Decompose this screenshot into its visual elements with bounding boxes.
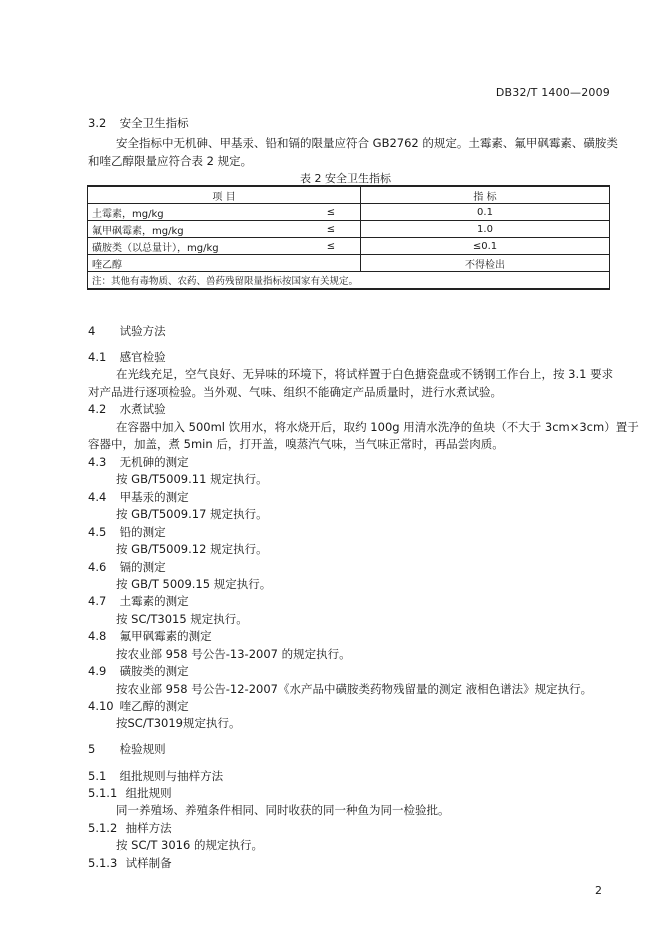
section-4-2-line1: 在容器中加入 500ml 饮用水，将水烧开后，取约 100g 用清水洗净的鱼块（不大于 3cm×3cm）置于 <box>116 420 639 434</box>
section-number: 4.5 <box>88 525 107 539</box>
row-item: 氟甲砜霉素，mg/kg <box>88 221 303 238</box>
section-number: 3.2 <box>88 116 107 130</box>
section-4-7-text: 按 SC/T3015 规定执行。 <box>116 612 248 626</box>
section-4-10-heading <box>88 698 189 714</box>
header-item: 项 目 <box>88 186 361 204</box>
section-4-8-text: 按农业部 958 号公告-13-2007 的规定执行。 <box>116 647 351 661</box>
section-title: 喹乙醇的测定 <box>119 699 189 713</box>
table-row <box>88 238 610 255</box>
section-title: 检验规则 <box>119 742 166 756</box>
section-4-1-line1: 在光线充足，空气良好、无异味的环境下，将试样置于白色搪瓷盘或不锈钢工作台上，按 3.1 要求 <box>116 367 614 381</box>
section-4-1-line2: 对产品进行逐项检验。当外观、气味、组织不能确定产品质量时，进行水煮试验。 <box>88 385 502 399</box>
section-title: 组批规则与抽样方法 <box>119 769 224 783</box>
section-title: 水煮试验 <box>119 402 166 416</box>
section-3-2-para-line1: 安全指标中无机砷、甲基汞、铅和镉的限量应符合 GB2762 的规定。土霉素、氟甲砜霉素、磺胺类 <box>116 136 618 150</box>
section-4-2-line2: 容器中，加盖，煮 5min 后，打开盖，嗅蒸汽气味，当气味正常时，再品尝肉质。 <box>88 437 504 451</box>
section-4-5-heading <box>88 524 166 540</box>
row-item: 喹乙醇 <box>88 255 303 272</box>
row-item: 土霉素，mg/kg <box>88 204 303 221</box>
section-number: 5.1.3 <box>88 856 118 870</box>
section-number: 4.7 <box>88 594 107 608</box>
section-title: 无机砷的测定 <box>119 455 189 469</box>
section-4-8-heading <box>88 628 212 644</box>
section-5-1-2-heading <box>88 820 172 836</box>
section-title: 安全卫生指标 <box>119 116 189 130</box>
section-5-1-3-heading <box>88 855 172 871</box>
section-4-6-heading <box>88 559 166 575</box>
section-number: 5.1 <box>88 769 107 783</box>
section-number: 4.4 <box>88 490 107 504</box>
section-4-1-heading <box>88 349 166 365</box>
row-value: ≤0.1 <box>361 238 610 255</box>
section-title: 感官检验 <box>119 350 166 364</box>
table-row <box>88 255 610 272</box>
row-value: 0.1 <box>361 204 610 221</box>
section-4-4-text: 按 GB/T5009.17 规定执行。 <box>116 507 268 521</box>
standard-number: DB32/T 1400—2009 <box>495 86 610 99</box>
section-3-2-heading <box>88 115 189 131</box>
section-title: 抽样方法 <box>125 821 172 835</box>
section-number: 5 <box>88 742 96 756</box>
table-row <box>88 204 610 221</box>
row-item: 磺胺类（以总量计），mg/kg <box>88 238 303 255</box>
section-number: 4.3 <box>88 455 107 469</box>
section-5-1-2-text: 按 SC/T 3016 的规定执行。 <box>116 838 263 852</box>
section-title: 镉的测定 <box>119 560 166 574</box>
section-5-1-heading <box>88 768 223 784</box>
section-number: 4.2 <box>88 402 107 416</box>
section-3-2-para-line2: 和喹乙醇限量应符合表 2 规定。 <box>88 154 253 168</box>
section-title: 土霉素的测定 <box>119 594 189 608</box>
section-4-5-text: 按 GB/T5009.12 规定执行。 <box>116 542 268 556</box>
section-title: 磺胺类的测定 <box>119 664 189 678</box>
safety-index-table <box>87 185 610 290</box>
row-value: 不得检出 <box>361 255 610 272</box>
section-4-3-text: 按 GB/T5009.11 规定执行。 <box>116 472 268 486</box>
section-4-7-heading <box>88 593 189 609</box>
section-number: 4.10 <box>88 699 114 713</box>
section-number: 4 <box>88 324 96 338</box>
section-title: 铅的测定 <box>119 525 166 539</box>
section-4-4-heading <box>88 489 189 505</box>
section-number: 5.1.2 <box>88 821 118 835</box>
section-number: 4.8 <box>88 629 107 643</box>
row-operator: ≤ <box>302 221 361 238</box>
section-number: 4.9 <box>88 664 107 678</box>
table-note-row <box>88 272 610 290</box>
page-number: 2 <box>595 884 602 897</box>
section-4-heading <box>88 323 166 339</box>
section-5-1-1-heading <box>88 785 172 801</box>
section-number: 5.1.1 <box>88 786 118 800</box>
section-title: 氟甲砜霉素的测定 <box>119 629 212 643</box>
section-4-9-text: 按农业部 958 号公告-12-2007《水产品中磺胺类药物残留量的测定 液相色谱法》规定执行。 <box>116 682 593 696</box>
table-header-row <box>88 186 610 204</box>
table-note: 注：其他有毒物质、农药、兽药残留限量指标按国家有关规定。 <box>88 272 610 290</box>
row-operator: ≤ <box>302 238 361 255</box>
table-caption: 表 2 安全卫生指标 <box>300 172 391 185</box>
section-title: 试验方法 <box>119 324 166 338</box>
row-operator <box>302 255 361 272</box>
section-5-heading <box>88 741 166 757</box>
section-title: 甲基汞的测定 <box>119 490 189 504</box>
table-row <box>88 221 610 238</box>
section-4-2-heading <box>88 401 166 417</box>
header-index: 指 标 <box>361 186 610 204</box>
section-4-3-heading <box>88 454 189 470</box>
section-title: 试样制备 <box>125 856 172 870</box>
section-number: 4.6 <box>88 560 107 574</box>
row-value: 1.0 <box>361 221 610 238</box>
section-title: 组批规则 <box>125 786 172 800</box>
section-number: 4.1 <box>88 350 107 364</box>
section-4-10-text: 按SC/T3019规定执行。 <box>116 716 241 730</box>
section-4-9-heading <box>88 663 189 679</box>
row-operator: ≤ <box>302 204 361 221</box>
section-4-6-text: 按 GB/T 5009.15 规定执行。 <box>116 577 272 591</box>
section-5-1-1-text: 同一养殖场、养殖条件相同、同时收获的同一种鱼为同一检验批。 <box>116 803 450 817</box>
